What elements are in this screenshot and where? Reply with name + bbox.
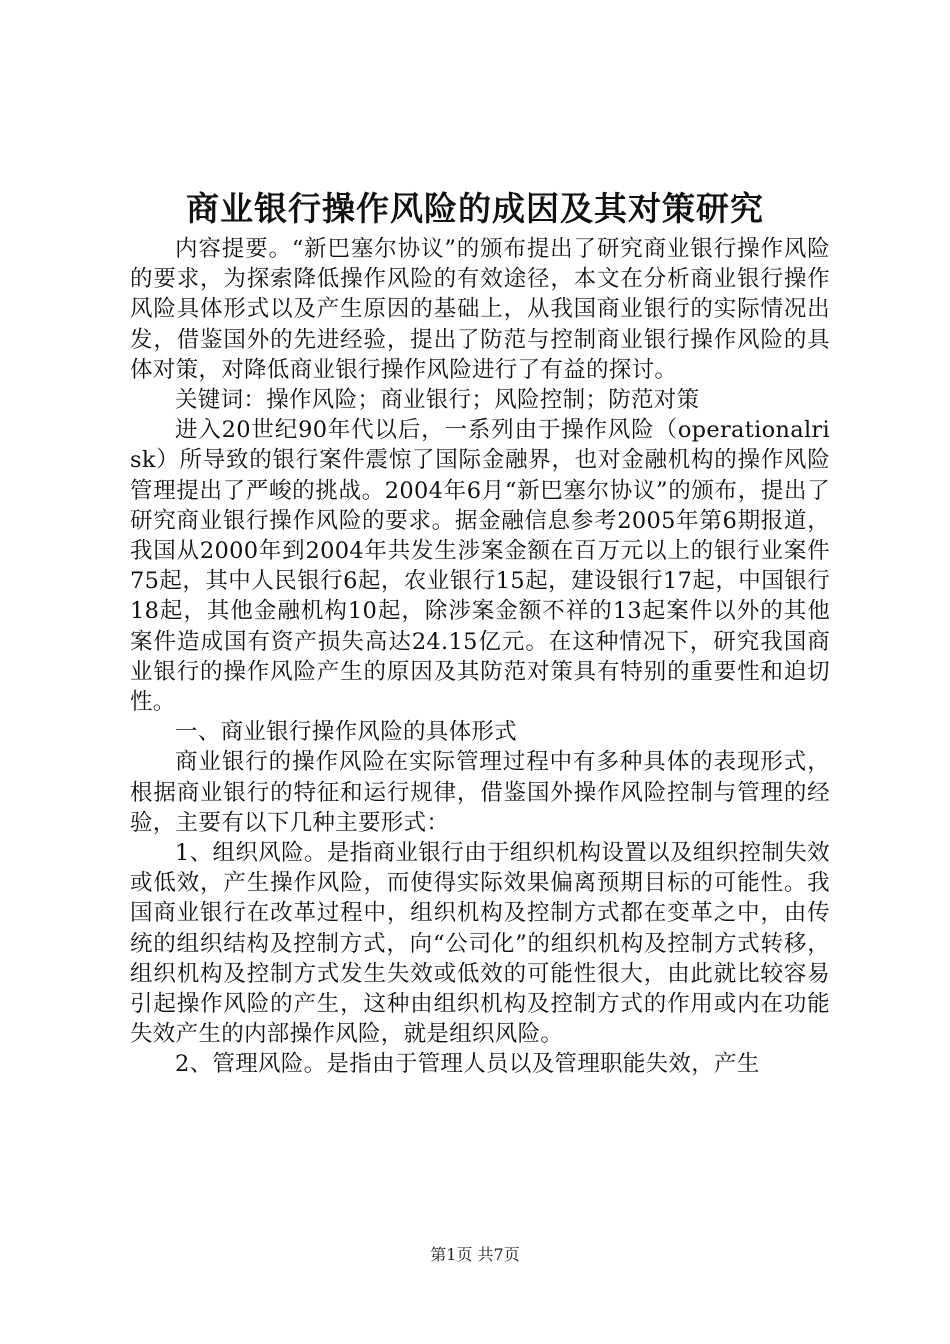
page-footer: 第1页 共7页	[430, 1245, 520, 1264]
intro-paragraph: 进入20世纪90年代以后，一系列由于操作风险（operationalrisk）所导致的银行案件震惊了国际金融界，也对金融机构的操作风险管理提出了严峻的挑战。2004年6月“新巴塞尔协议”的颁布，提出了研究商业银行操作风险的要求。据金融信息参考2005年第6期报道，我国从2000年到2004年共发生涉案金额在百万元以上的银行业案件75起，其中人民银行6起，农业银行15起，建设银行17起，中国银行18起，其他金融机构10起，除涉案金额不祥的13起案件以外的其他案件造成国有资产损失高达24.15亿元。在这种情况下，研究我国商业银行的操作风险产生的原因及其防范对策具有特别的重要性和迫切性。	[130, 417, 830, 716]
document-body	[130, 234, 830, 1080]
abstract-paragraph: 内容提要。“新巴塞尔协议”的颁布提出了研究商业银行操作风险的要求，为探索降低操作风险的有效途径，本文在分析商业银行操作风险具体形式以及产生原因的基础上，从我国商业银行的实际情况出发，借鉴国外的先进经验，提出了防范与控制商业银行操作风险的具体对策，对降低商业银行操作风险进行了有益的探讨。	[130, 236, 830, 383]
keywords-paragraph: 关键词：操作风险；商业银行；风险控制；防范对策	[175, 387, 700, 414]
organization-risk-paragraph: 1、组织风险。是指商业银行由于组织机构设置以及组织控制失效或低效，产生操作风险，而使得实际效果偏离预期目标的可能性。我国商业银行在改革过程中，组织机构及控制方式都在变革之中，由传统的组织结构及控制方式，向“公司化”的组织机构及控制方式转移，组织机构及控制方式发生失效或低效的可能性很大，由此就比较容易引起操作风险的产生，这种由组织机构及控制方式的作用或内在功能失效产生的内部操作风险，就是组织风险。	[130, 840, 830, 1048]
management-risk-paragraph: 2、管理风险。是指由于管理人员以及管理职能失效，产生	[175, 1051, 760, 1078]
section-heading: 一、商业银行操作风险的具体形式	[175, 719, 518, 746]
section-intro-paragraph: 商业银行的操作风险在实际管理过程中有多种具体的表现形式，根据商业银行的特征和运行规律，借鉴国外操作风险控制与管理的经验，主要有以下几种主要形式：	[130, 749, 830, 836]
document-title: 商业银行操作风险的成因及其对策研究	[186, 189, 764, 228]
